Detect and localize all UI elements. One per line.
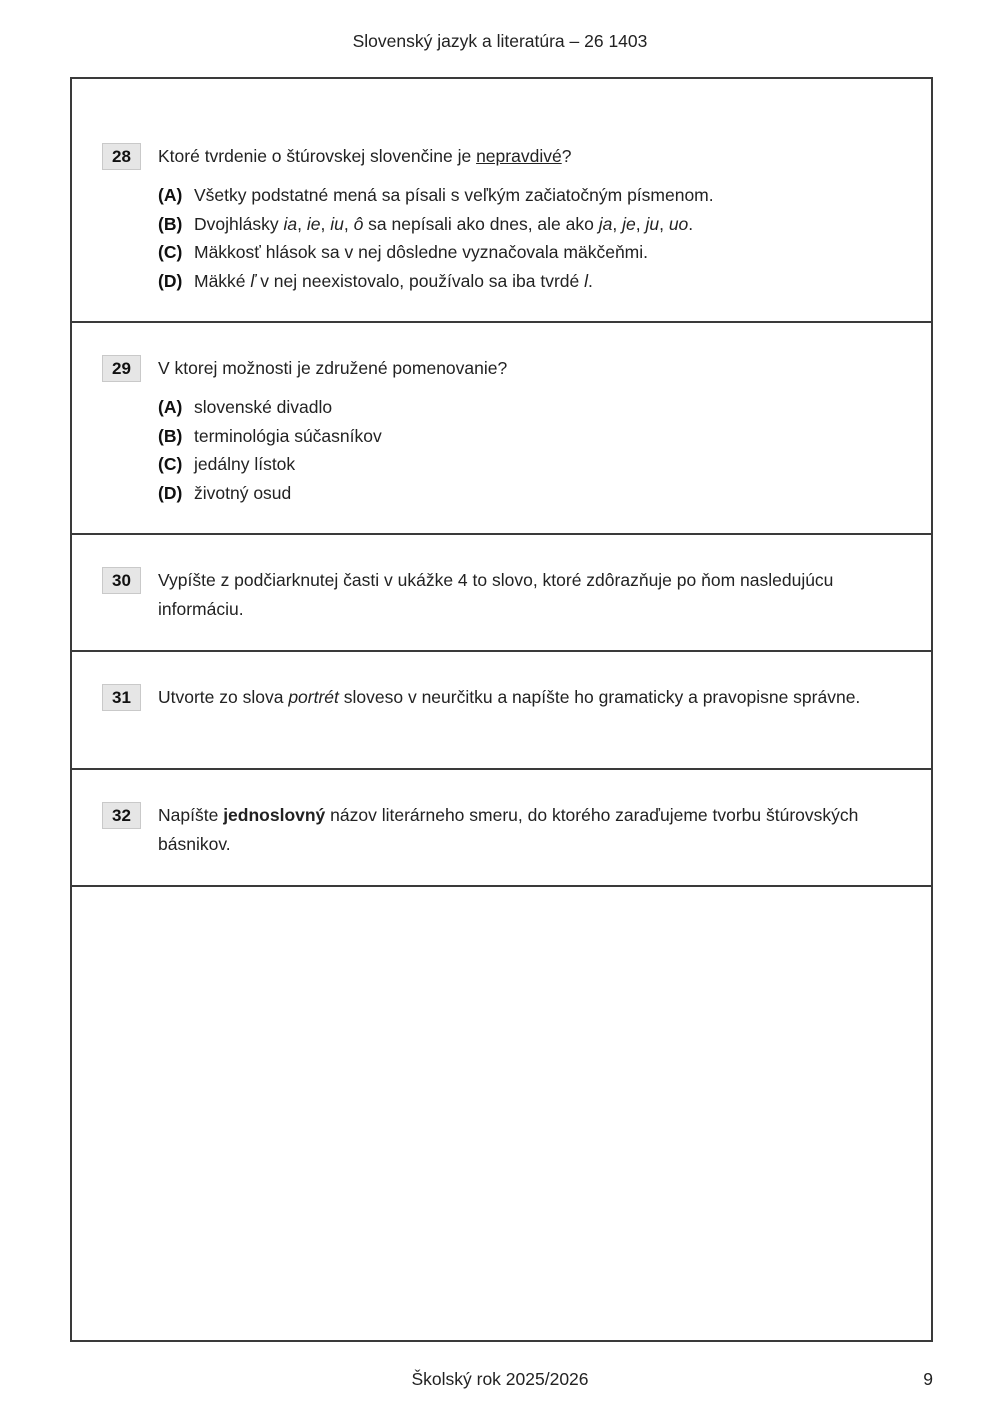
question-29 bbox=[72, 323, 931, 535]
question-32 bbox=[72, 770, 931, 887]
question-30 bbox=[72, 535, 931, 652]
question-number: 31 bbox=[102, 684, 141, 711]
question-number: 29 bbox=[102, 355, 141, 382]
question-number: 30 bbox=[102, 567, 141, 594]
option-a[interactable]: (A) slovenské divadlo bbox=[158, 397, 333, 417]
page-header: Slovenský jazyk a literatúra – 26 1403 bbox=[352, 31, 648, 51]
footer-school-year: Školský rok 2025/2026 bbox=[411, 1369, 589, 1389]
question-number: 28 bbox=[102, 143, 141, 170]
question-28 bbox=[72, 79, 931, 323]
question-text: Utvorte zo slova portrét sloveso v neurčitku a napíšte ho gramaticky a pravopisne správne. bbox=[158, 687, 861, 707]
question-31 bbox=[72, 652, 931, 770]
answer-frame bbox=[70, 77, 933, 1342]
page-number: 9 bbox=[923, 1369, 933, 1389]
question-text: Vypíšte z podčiarknutej časti v ukážke 4 to slovo, ktoré zdôrazňuje po ňom nasledujúcu informáciu. bbox=[158, 570, 834, 619]
bold-word: jednoslovný bbox=[223, 805, 326, 825]
question-text: V ktorej možnosti je združené pomenovanie? bbox=[158, 358, 508, 378]
option-c[interactable]: (C) jedálny lístok bbox=[158, 454, 296, 475]
option-d[interactable]: (D) životný osud bbox=[158, 483, 292, 504]
question-text: Ktoré tvrdenie o štúrovskej slovenčine je nepravdivé? bbox=[158, 146, 572, 166]
options-list bbox=[158, 393, 898, 508]
options-list bbox=[158, 181, 898, 296]
option-d[interactable]: (D) Mäkké ľ v nej neexistovalo, používalo sa iba tvrdé l. bbox=[158, 271, 593, 292]
question-number: 32 bbox=[102, 802, 141, 829]
option-c[interactable]: (C) Mäkkosť hlások sa v nej dôsledne vyznačovala mäkčeňmi. bbox=[158, 242, 649, 263]
option-b[interactable]: (B) Dvojhlásky ia, ie, iu, ô sa nepísali ako dnes, ale ako ja, je, ju, uo. bbox=[158, 213, 694, 234]
question-text: Napíšte jednoslovný názov literárneho smeru, do ktorého zaraďujeme tvorbu štúrovských básnikov. bbox=[158, 805, 859, 854]
option-b[interactable]: (B) terminológia súčasníkov bbox=[158, 425, 382, 446]
blank-area bbox=[72, 887, 931, 1340]
underlined-word: nepravdivé bbox=[476, 146, 562, 166]
italic-word: portrét bbox=[288, 687, 339, 707]
option-a[interactable]: (A) Všetky podstatné mená sa písali s veľkým začiatočným písmenom. bbox=[158, 185, 714, 205]
